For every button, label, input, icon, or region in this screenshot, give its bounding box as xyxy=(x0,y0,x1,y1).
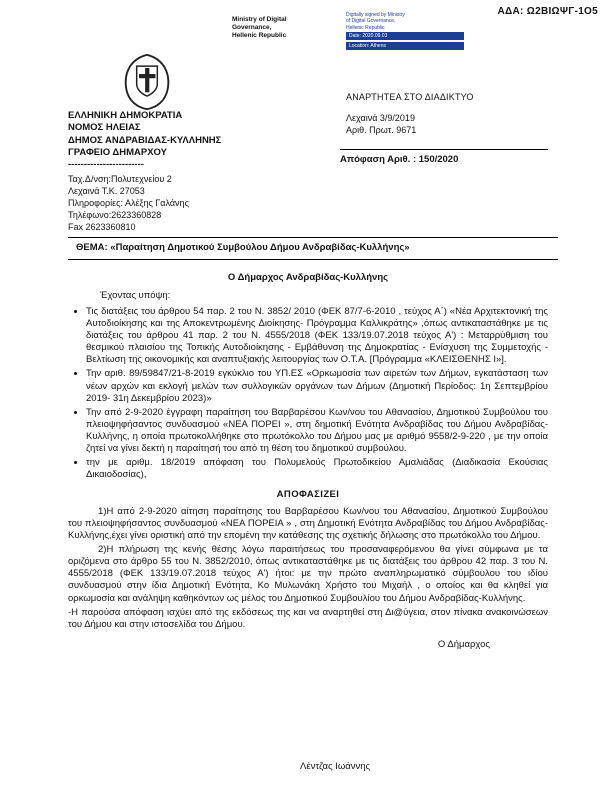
consideration-item: • την με αριθμ. 18/2019 απόφαση του Πολυμελούς Πρωτοδικείου Αμαλιάδας (Διαδικασία Εκούσιας Δικαιοδοσίας), xyxy=(86,457,548,481)
agency-header xyxy=(68,110,221,172)
subject-line: ΘΕΜΑ: «Παραίτηση Δημοτικού Συμβούλου Δήμου Ανδραβίδας-Κυλλήνης» xyxy=(68,237,558,260)
contact-address: Ταχ.Δ/νση:Πολυτεχνείου 2 xyxy=(68,174,172,184)
issuer-title: Ο Δήμαρχος Ανδραβίδας-Κυλλήνης xyxy=(227,272,389,283)
ministry-logo-text xyxy=(232,16,287,40)
protocol-number: Αριθ. Πρωτ. 9671 xyxy=(346,125,417,136)
decides-heading: ΑΠΟΦΑΣΙΖΕΙ xyxy=(276,489,340,500)
contact-fax: Fax 2623360810 xyxy=(68,221,136,232)
stamp-bar: Location: Athens xyxy=(346,42,464,50)
ministry-logo-line: Governance, xyxy=(232,24,272,32)
ministry-logo-line: Hellenic Republic xyxy=(232,32,287,40)
contact-person: Πληροφορίες: Αλέξης Γαλάνης xyxy=(68,197,189,208)
consideration-item: • Τις διατάξεις του άρθρου 54 παρ. 2 του Ν. 3852/ 2010 (ΦΕΚ 87/7-6-2010 , τεύχος Α΄) «Νέα Αρχιτεκτονική της Αυτοδιοίκησης και της Αποκεντρωμένης Διοίκησης- Πρόγραμμα Καλλικράτης» ,όπως αντικαταστάθηκε με τις διατάξεις του άρθρου 41 παρ. 2 του Ν. 4555/2018 (ΦΕΚ 133/19.07.2018 τεύχος Α') : Μεταρρύθμιση του θεσμικού πλαισίου της Τοπικής Αυτοδιοίκησης - Εμβάθυνση της Δημοκρατίας - Ενίσχυση της Συμμετοχής - Βελτίωση της οικονομικής και αναπτυξιακής λειτουργίας των Ο.Τ.Α. [Πρόγραμμα «ΚΛΕΙΣΘΕΝΗΣ Ι»]. xyxy=(86,306,548,366)
having-regard-label: Έχοντας υπόψη: xyxy=(100,290,171,302)
signature-title: Ο Δήμαρχος xyxy=(437,638,490,650)
contact-info xyxy=(68,174,189,233)
stamp-line: of Digital Governance, xyxy=(346,18,396,25)
stamp-line: Hellenic Republic xyxy=(346,24,385,31)
contact-postal: Λεχαινά Τ.Κ. 27053 xyxy=(68,185,145,196)
considerations-list xyxy=(68,306,548,481)
document-body xyxy=(68,272,548,651)
decision-paragraph: -Η παρούσα απόφαση ισχύει από της εκδόσεως της και να αναρτηθεί στη Δι@ύγεια, στον πίνακα ανακοινώσεων του Δήμου και στην ιστοσελίδα του Δήμου. xyxy=(68,606,548,630)
stamp-bar: Date: 2020.09.03 xyxy=(346,32,464,40)
decision-number: Απόφαση Αριθ. : 150/2020 xyxy=(340,149,548,165)
decision-paragraph: 2)Η πλήρωση της κενής θέσης λόγω παραιτήσεως του προσαναφερόμενου θα γίνει σύμφωνα με τα οριζόμενα στο άρθρο 55 του Ν. 3852/2010, όπως αντικαταστάθηκε με τις διατάξεις του άρθρου 42 παρ. 3 του Ν. 4555/2018 (ΦΕΚ 133/19.07.2018 τεύχος Α') ήτοι: με την πρώτο αναπληρωματικό σύμβουλου του ιδίου συνδυασμού στην ίδια Δημοτική Ενότητα, Κο Μυλωνάκη Χρήστο του Μιχαήλ , ο οποίος και θα κληθεί για ορκωμοσία και ανάληψη καθηκόντων ως μέλος του Δημοτικού Συμβουλίου του Δήμου Ανδραβίδας-Κυλλήνης. xyxy=(68,544,548,604)
consideration-item: • Την από 2-9-2020 έγγραφη παραίτηση του Βαρβαρέσου Κων/νου του Αθανασίου, Δημοτικού Συμβούλου του πλειοψηφήσαντος συνδυασμού «ΝΕΑ ΠΟΡΕΙ », στη δημοτική Ενότητα Ανδραβίδας του Δήμου Ανδραβίδας-Κυλλήνης, η οποία πρωτοκολλήθηκε στο πρωτόκολλο του Δήμου μας με αριθμό 9558/2-9-220 , με την οποία ζητεί να γίνει δεκτή η παραίτησή του από τη θέση του δημοτικού συμβούλου. xyxy=(86,407,548,455)
ada-code: ΑΔΑ: Ω2ΒΙΩΨΓ-1Ο5 xyxy=(497,6,598,17)
digital-signature-stamp xyxy=(346,12,464,50)
stamp-line: Digitally signed by Ministry xyxy=(346,12,405,18)
greek-coat-of-arms-icon xyxy=(114,52,180,112)
agency-divider-dashes: ------------------------ xyxy=(68,159,144,171)
agency-line: ΝΟΜΟΣ ΗΛΕΙΑΣ xyxy=(68,122,141,134)
internet-posting-label: ΑΝΑΡΤΗΤΕΑ ΣΤΟ ΔΙΑΔΙΚΤΥΟ xyxy=(346,92,474,102)
contact-phone: Τηλέφωνο:2623360828 xyxy=(68,209,162,220)
signature-name: Λέντζας Ιωάννης xyxy=(300,761,371,772)
document-meta xyxy=(346,112,416,136)
consideration-item: • Την αριθ. 89/59847/21-8-2019 εγκύκλιο του ΥΠ.ΕΣ «Ορκωμοσία των αιρετών των Δήμων, εγκατάσταση των νέων αρχών και εκλογή μελών των συλλογικών οργάνων των Δήμων (Δημοτική Περίοδος: 1η Σεπτεμβρίου 2019- 31η Δεκεμβρίου 2023)» xyxy=(86,368,548,404)
ministry-logo-line: Ministry of Digital xyxy=(232,16,287,23)
agency-line: ΔΗΜΟΣ ΑΝΔΡΑΒΙΔΑΣ-ΚΥΛΛΗΝΗΣ xyxy=(68,134,222,146)
agency-line: ΕΛΛΗΝΙΚΗ ΔΗΜΟΚΡΑΤΙΑ xyxy=(68,110,183,121)
decision-paragraph: 1)Η από 2-9-2020 αίτηση παραίτησης του Βαρβαρέσου Κων/νου του Αθανασίου, Δημοτικού Συμβούλου του πλειοψηφήσαντος συνδυασμού «ΝΕΑ ΠΟΡΕΙΑ » , στη Δημοτική Ενότητα Ανδραβίδας του Δήμου Ανδραβίδας-Κυλλήνης,έχει γίνει οριστική από την επομένη την κατάθεσης της σχετικής δήλωσης στο πρωτόκολλο του Δήμου. xyxy=(68,506,548,542)
place-and-date: Λεχαινά 3/9/2019 xyxy=(346,113,415,123)
agency-line: ΓΡΑΦΕΙΟ ΔΗΜΑΡΧΟΥ xyxy=(68,147,167,159)
